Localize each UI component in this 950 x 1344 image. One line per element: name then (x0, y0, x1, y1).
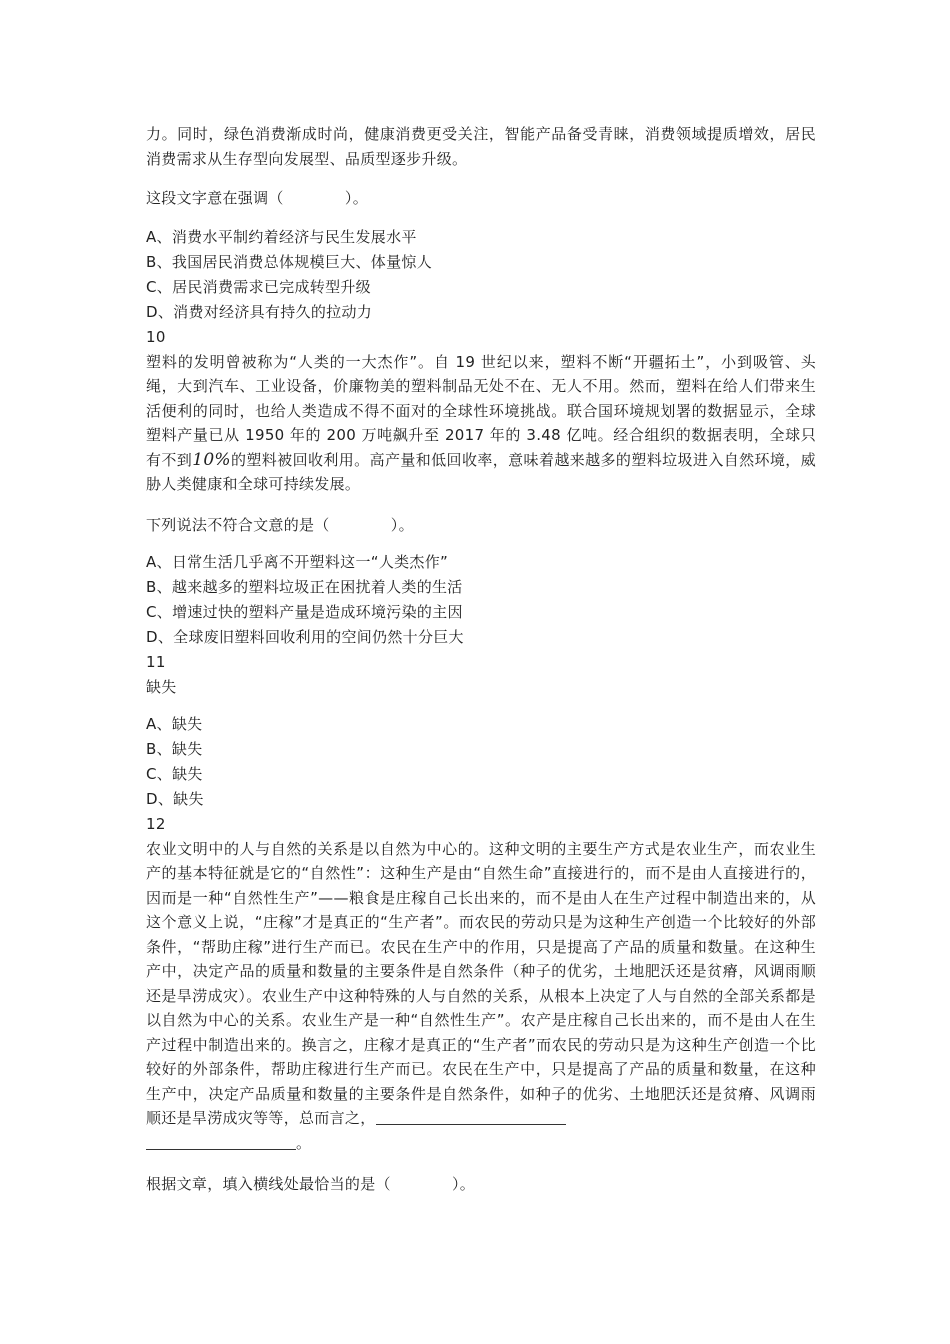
q10-percent: 10% (192, 449, 231, 470)
q12-blank-line-2 (146, 1133, 296, 1150)
q9-option-a[interactable]: A、消费水平制约着经济与民生发展水平 (146, 227, 417, 246)
q11-option-d[interactable]: D、缺失 (146, 789, 204, 808)
q10-option-a[interactable]: A、日常生活几乎离不开塑料这一“人类杰作” (146, 553, 449, 571)
q9-options (146, 225, 816, 325)
q10-option-c[interactable]: C、增速过快的塑料产量是造成环境污染的主因 (146, 603, 463, 621)
q9-option-b[interactable]: B、我国居民消费总体规模巨大、体量惊人 (146, 252, 432, 271)
q11-option-c[interactable]: C、缺失 (146, 764, 203, 783)
q12-passage (146, 837, 816, 1156)
q9-passage-tail: 力。同时，绿色消费渐成时尚，健康消费更受关注，智能产品备受青睐，消费领域提质增效，居民消费需求从生存型向发展型、品质型逐步升级。 (146, 125, 816, 168)
q10-passage (146, 350, 816, 497)
document-content (146, 122, 816, 1197)
q10-number: 10 (146, 327, 166, 346)
q12-number: 12 (146, 814, 166, 833)
q12-passage-end: 。 (296, 1133, 312, 1152)
q11-options (146, 712, 816, 812)
q9-option-c[interactable]: C、居民消费需求已完成转型升级 (146, 277, 371, 296)
q11-number: 11 (146, 653, 166, 671)
q10-options (146, 550, 816, 650)
q11-passage: 缺失 (146, 678, 177, 696)
q10-passage-before: 塑料的发明曾被称为“人类的一大杰作”。自 19 世纪以来，塑料不断“开疆拓土”，小到吸管、头绳，大到汽车、工业设备，价廉物美的塑料制品无处不在、无人不用。然而，塑料在给人们带来生活便利的同时，也给人类造成不得不面对的全球性环境挑战。联合国环境规划署的数据显示，全球塑料产量已从 1950 年的 200 万吨飙升至 2017 年的 3.48 亿吨。经合组织的数据表明，全球只有不到 (146, 352, 816, 469)
q9-stem: 这段文字意在强调（ ）。 (146, 189, 369, 207)
q12-passage-text: 农业文明中的人与自然的关系是以自然为中心的。这种文明的主要生产方式是农业生产，而农业生产的基本特征就是它的“自然性”：这种生产是由“自然生命”直接进行的，而不是由人直接进行的，因而是一种“自然性生产”——粮食是庄稼自己长出来的，而不是由人在生产过程中制造出来的，从这个意义上说，“庄稼”才是真正的“生产者”。而农民的劳动只是为这种生产创造一个比较好的外部条件，“帮助庄稼”进行生产而已。农民在生产中的作用，只是提高了产品的质量和数量。在这种生产中，决定产品的质量和数量的主要条件是自然条件（种子的优劣，土地肥沃还是贫瘠，风调雨顺还是旱涝成灾）。农业生产中这种特殊的人与自然的关系，从根本上决定了人与自然的全部关系都是以自然为中心的关系。农业生产是一种“自然性生产”。农产是庄稼自己长出来的，而不是由人在生产过程中制造出来的。换言之，庄稼才是真正的“生产者”而农民的劳动只是为这种生产创造一个比较好的外部条件，帮助庄稼进行生产而已。农民在生产中，只是提高了产品的质量和数量，在这种生产中，决定产品质量和数量的主要条件是自然条件，如种子的优劣、土地肥沃还是贫瘠、风调雨顺还是旱涝成灾等等，总而言之， (146, 839, 816, 1127)
q10-option-b[interactable]: B、越来越多的塑料垃圾正在困扰着人类的生活 (146, 578, 463, 596)
q12-blank-line-1 (376, 1108, 566, 1125)
q10-stem: 下列说法不符合文意的是（ ）。 (146, 515, 414, 534)
q9-option-d[interactable]: D、消费对经济具有持久的拉动力 (146, 302, 373, 321)
q10-option-d[interactable]: D、全球废旧塑料回收利用的空间仍然十分巨大 (146, 628, 464, 646)
q11-option-a[interactable]: A、缺失 (146, 714, 203, 733)
q11-option-b[interactable]: B、缺失 (146, 739, 203, 758)
q10-passage-after: 的塑料被回收利用。高产量和低回收率，意味着越来越多的塑料垃圾进入自然环境，威胁人类健康和全球可持续发展。 (146, 450, 817, 493)
q12-stem: 根据文章，填入横线处最恰当的是（ ）。 (146, 1175, 476, 1193)
